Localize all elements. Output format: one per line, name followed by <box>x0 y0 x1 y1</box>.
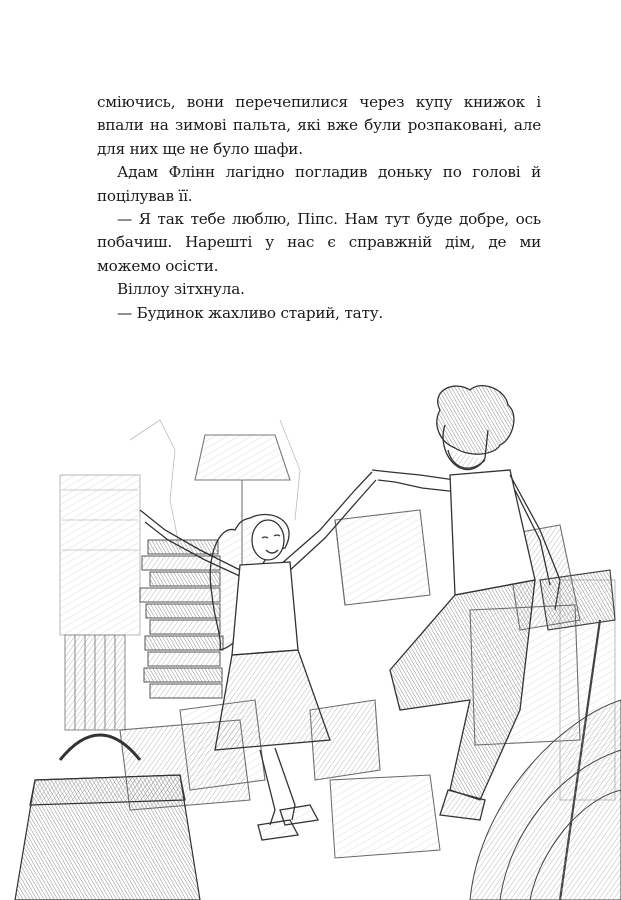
paragraph-1: сміючись, вони перечепилися через купу книжок і впали на зимові пальта, які вже були розпаковані, але для них ще не було шафи. <box>97 93 541 158</box>
body-text <box>97 91 541 325</box>
floor-box <box>330 775 440 858</box>
paragraph-2: Адам Флінн лагідно погладив доньку по голові й поцілував її. <box>97 163 541 205</box>
illustration <box>0 380 621 900</box>
paragraph-3: — Я так тебе люблю, Піпс. Нам тут буде добре, ось побачиш. Нарешті у нас є справжній дім, де ми можемо осісти. <box>97 210 541 275</box>
radiator <box>65 635 125 730</box>
paragraph-4: Віллоу зітхнула. <box>117 280 245 299</box>
father-figure <box>372 386 560 820</box>
paragraph-5: — Будинок жахливо старий, тату. <box>117 303 384 322</box>
